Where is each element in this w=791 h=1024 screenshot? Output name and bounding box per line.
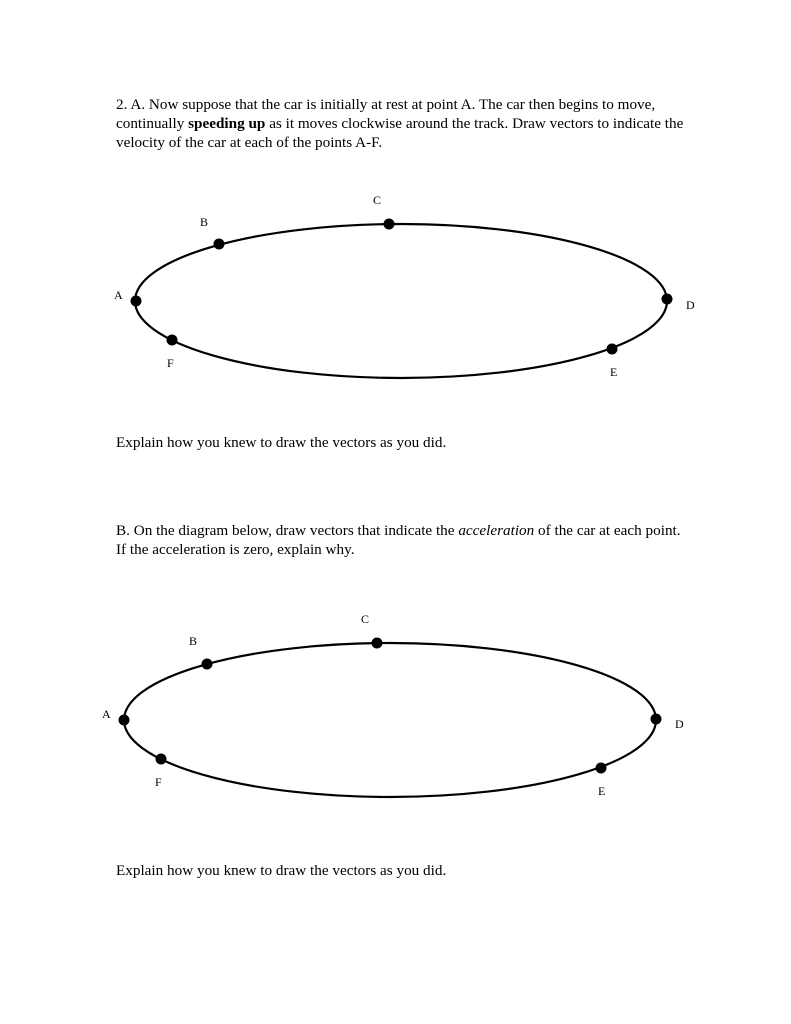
question-2a-part2: as it moves clockwise around the track. Draw vectors to indicate the velocity of the car at each of the points A-F. <box>116 115 684 151</box>
label-d: D <box>675 717 684 731</box>
label-c: C <box>373 193 382 207</box>
label-a: A <box>102 707 111 721</box>
question-2b-text <box>116 521 691 559</box>
point-b-dot[interactable] <box>202 659 213 670</box>
point-e-dot[interactable] <box>607 344 618 355</box>
label-f: F <box>167 356 174 370</box>
label-f: F <box>155 775 162 789</box>
point-d-dot[interactable] <box>651 714 662 725</box>
label-d: D <box>686 298 695 312</box>
question-2b-part2: of the car at each point. If the acceleration is zero, explain why. <box>116 522 681 558</box>
track-diagram-1 <box>114 193 695 379</box>
question-2b-part1: B. On the diagram below, draw vectors that indicate the <box>116 522 459 539</box>
explain-prompt-2: Explain how you knew to draw the vectors as you did. <box>116 862 447 879</box>
point-c-dot[interactable] <box>372 638 383 649</box>
label-e: E <box>610 365 618 379</box>
label-c: C <box>361 612 370 626</box>
acceleration-emphasis: acceleration <box>458 522 535 539</box>
explain-prompt-1: Explain how you knew to draw the vectors as you did. <box>116 434 447 451</box>
point-e-dot[interactable] <box>596 763 607 774</box>
speeding-up-emphasis: speeding up <box>188 115 266 132</box>
point-a-dot[interactable] <box>131 296 142 307</box>
point-d-dot[interactable] <box>662 294 673 305</box>
point-f-dot[interactable] <box>167 335 178 346</box>
point-a-dot[interactable] <box>119 715 130 726</box>
label-a: A <box>114 288 123 302</box>
label-b: B <box>200 215 209 229</box>
point-f-dot[interactable] <box>156 754 167 765</box>
track-diagram-2 <box>102 612 684 798</box>
label-e: E <box>598 784 606 798</box>
question-2a-part1: 2. A. Now suppose that the car is initially at rest at point A. The car then begins to move, continually <box>116 96 656 132</box>
label-b: B <box>189 634 198 648</box>
point-c-dot[interactable] <box>384 219 395 230</box>
point-b-dot[interactable] <box>214 239 225 250</box>
